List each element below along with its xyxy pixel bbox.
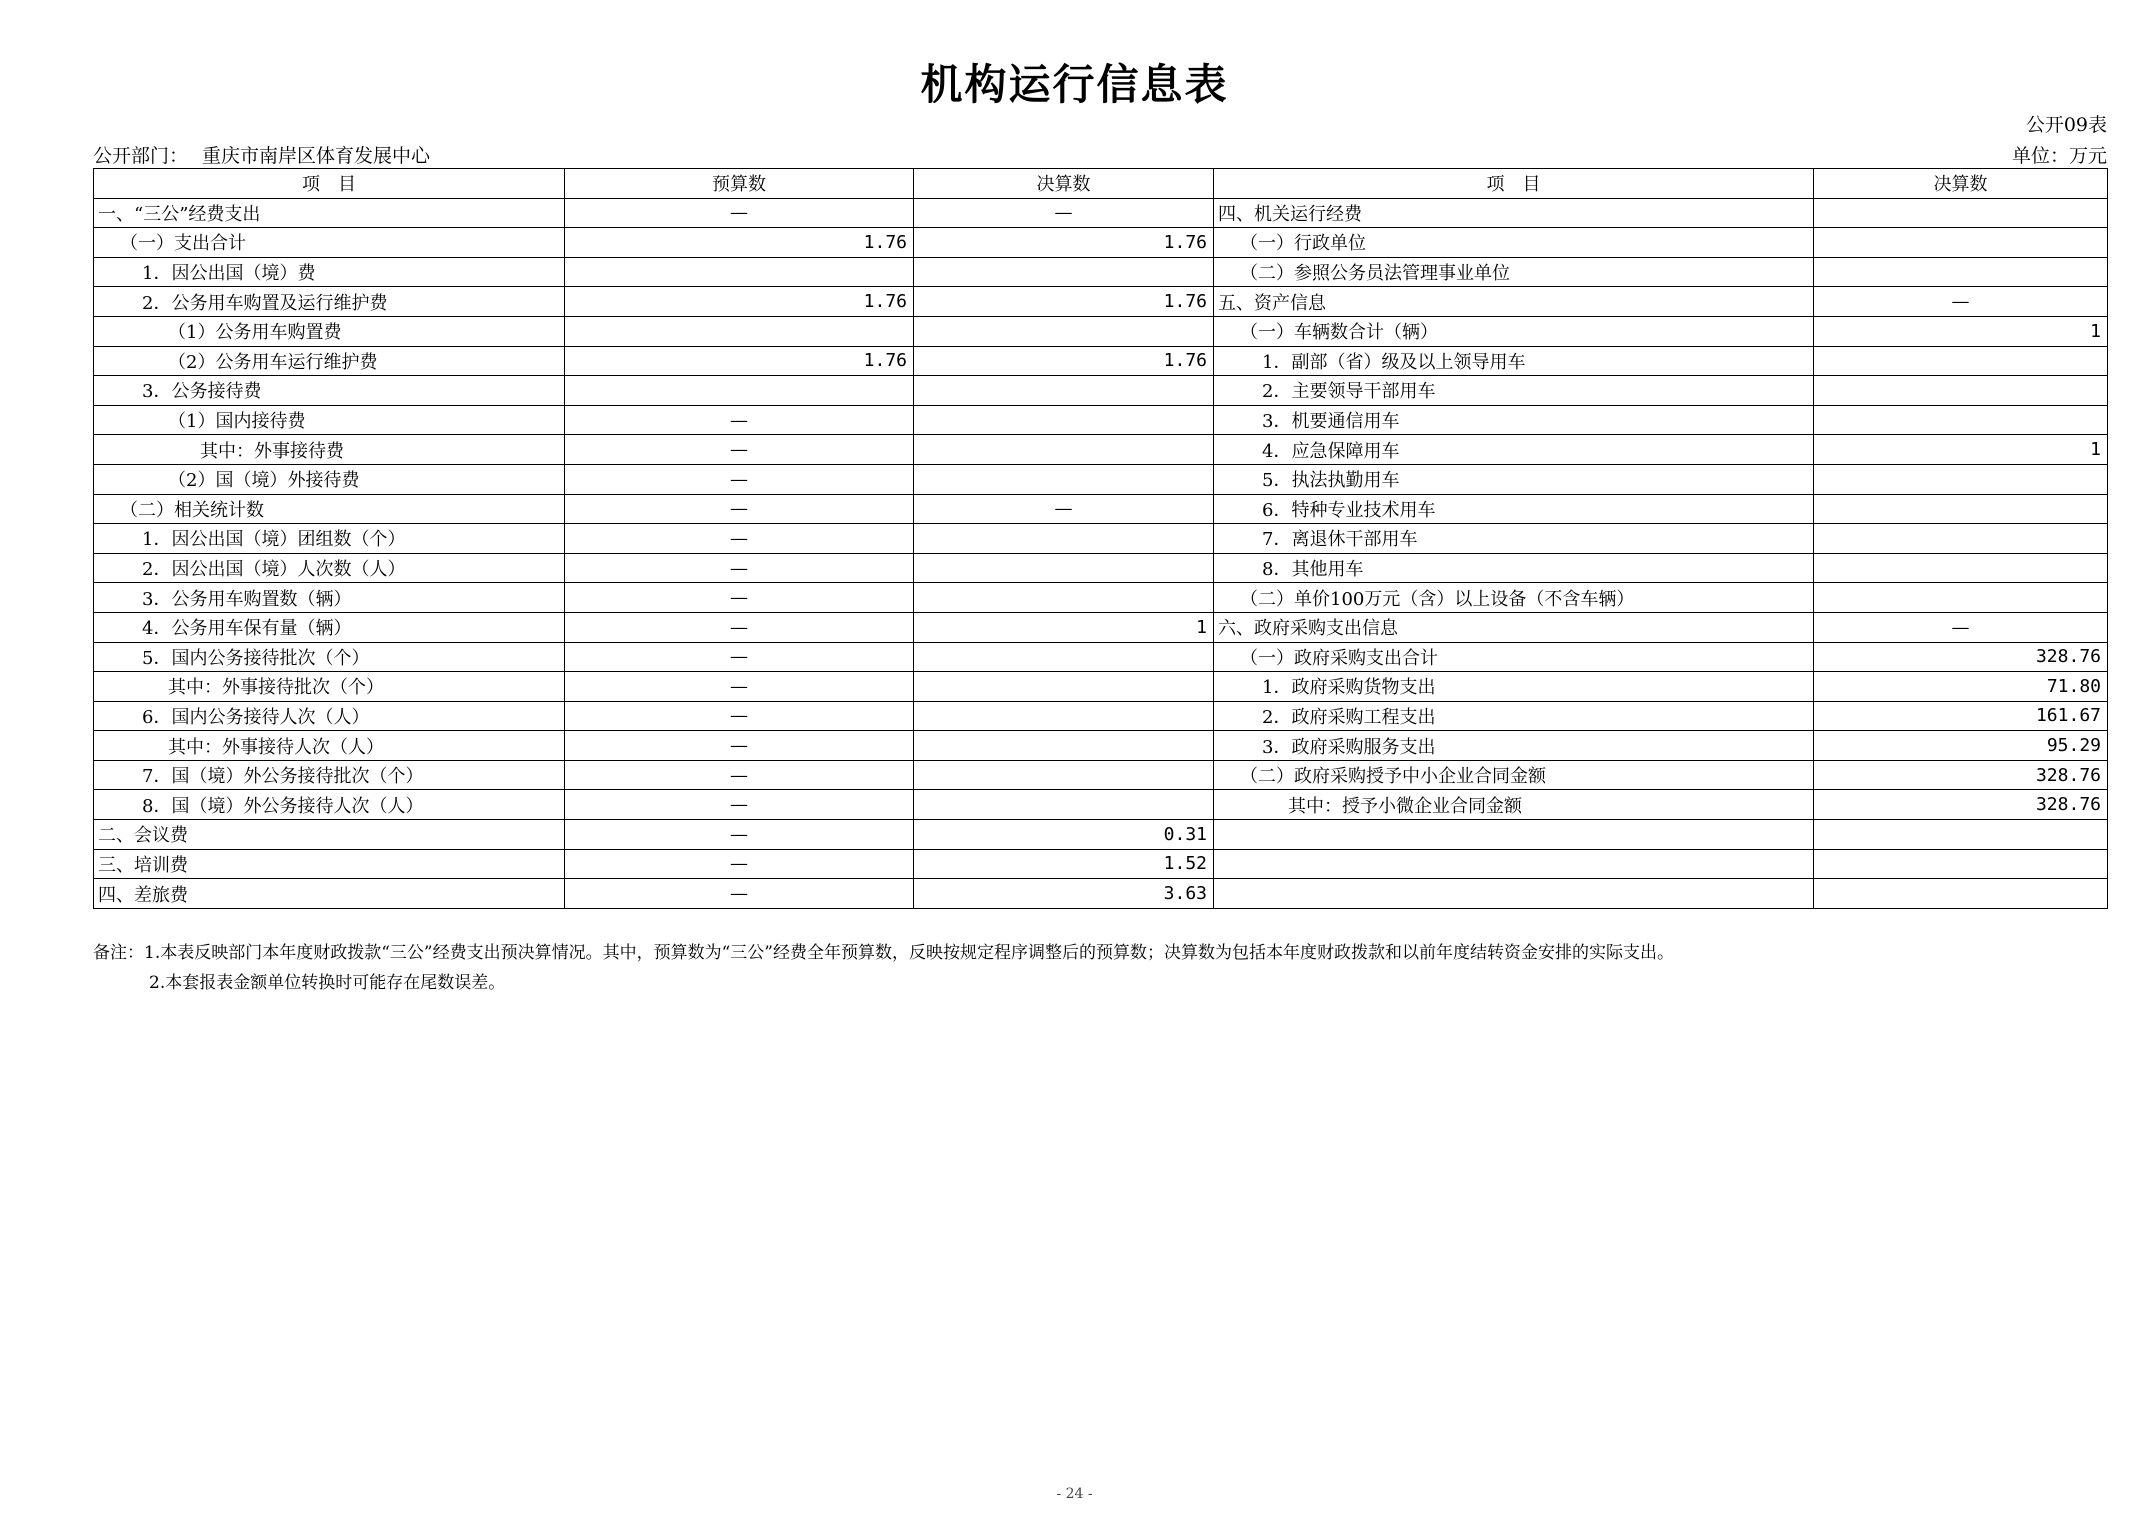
table-row <box>94 435 2108 465</box>
row-final-right <box>1814 346 2108 376</box>
row-final: — <box>914 494 1214 524</box>
table-row <box>94 524 2108 554</box>
row-item-left: 四、差旅费 <box>94 879 565 909</box>
row-item-left: （1）国内接待费 <box>94 405 565 435</box>
department-line <box>93 141 430 168</box>
row-final-right: 1 <box>1814 316 2108 346</box>
row-item-right: 3．机要通信用车 <box>1214 405 1814 435</box>
row-final-right <box>1814 879 2108 909</box>
note-line-2: 2.本套报表金额单位转换时可能存在尾数误差。 <box>149 973 506 993</box>
row-item-right: 5．执法执勤用车 <box>1214 464 1814 494</box>
row-budget: — <box>565 198 914 228</box>
form-number: 公开09表 <box>2025 114 2107 136</box>
notes <box>93 938 1674 998</box>
row-final: 1.76 <box>914 228 1214 258</box>
row-budget: — <box>565 701 914 731</box>
row-final-right <box>1814 257 2108 287</box>
row-item-left: 三、培训费 <box>94 849 565 879</box>
table-row <box>94 612 2108 642</box>
table-header-row <box>94 169 2108 199</box>
table-row <box>94 672 2108 702</box>
header-final-right: 决算数 <box>1814 169 2108 199</box>
row-final: 1 <box>914 612 1214 642</box>
row-final: 1.76 <box>914 346 1214 376</box>
row-item-right: 1．政府采购货物支出 <box>1214 672 1814 702</box>
row-final-right <box>1814 464 2108 494</box>
row-final <box>914 405 1214 435</box>
table-row <box>94 760 2108 790</box>
row-item-right: 1．副部（省）级及以上领导用车 <box>1214 346 1814 376</box>
row-final <box>914 435 1214 465</box>
table-row <box>94 464 2108 494</box>
row-budget: — <box>565 524 914 554</box>
row-item-left: 二、会议费 <box>94 820 565 850</box>
row-budget: — <box>565 820 914 850</box>
row-item-left: （一）支出合计 <box>94 228 565 258</box>
row-item-left: （1）公务用车购置费 <box>94 316 565 346</box>
row-item-left: 1．因公出国（境）团组数（个） <box>94 524 565 554</box>
table-row <box>94 316 2108 346</box>
department-label: 公开部门： <box>93 145 189 167</box>
table-row <box>94 257 2108 287</box>
row-item-left: 8．国（境）外公务接待人次（人） <box>94 790 565 820</box>
row-final-right <box>1814 524 2108 554</box>
row-item-left: 5．国内公务接待批次（个） <box>94 642 565 672</box>
row-item-right: 2．主要领导干部用车 <box>1214 376 1814 406</box>
row-final: — <box>914 198 1214 228</box>
row-item-left: 其中：外事接待批次（个） <box>94 672 565 702</box>
row-final-right: 328.76 <box>1814 760 2108 790</box>
row-final <box>914 376 1214 406</box>
row-final <box>914 553 1214 583</box>
row-item-left: 4．公务用车保有量（辆） <box>94 612 565 642</box>
info-table <box>93 168 2108 909</box>
row-final-right <box>1814 198 2108 228</box>
row-budget: — <box>565 464 914 494</box>
row-budget: — <box>565 612 914 642</box>
page-title: 机构运行信息表 <box>920 60 1229 109</box>
row-item-left: 2．公务用车购置及运行维护费 <box>94 287 565 317</box>
row-item-left: 3．公务用车购置数（辆） <box>94 583 565 613</box>
table-row <box>94 731 2108 761</box>
row-final: 0.31 <box>914 820 1214 850</box>
row-final-right <box>1814 405 2108 435</box>
row-final <box>914 790 1214 820</box>
row-final <box>914 642 1214 672</box>
row-item-right <box>1214 879 1814 909</box>
row-item-left: 7．国（境）外公务接待批次（个） <box>94 760 565 790</box>
row-item-left: 3．公务接待费 <box>94 376 565 406</box>
row-final <box>914 316 1214 346</box>
table-row <box>94 198 2108 228</box>
row-item-right <box>1214 820 1814 850</box>
row-budget: — <box>565 405 914 435</box>
table-row <box>94 494 2108 524</box>
row-final-right <box>1814 553 2108 583</box>
table-row <box>94 820 2108 850</box>
header-final: 决算数 <box>914 169 1214 199</box>
row-budget <box>565 316 914 346</box>
row-final-right: 71.80 <box>1814 672 2108 702</box>
table-row <box>94 228 2108 258</box>
row-item-right: 8．其他用车 <box>1214 553 1814 583</box>
row-item-right: 六、政府采购支出信息 <box>1214 612 1814 642</box>
table-row <box>94 879 2108 909</box>
table-row <box>94 346 2108 376</box>
table-row <box>94 790 2108 820</box>
row-budget: — <box>565 790 914 820</box>
row-item-right: （一）政府采购支出合计 <box>1214 642 1814 672</box>
row-final <box>914 257 1214 287</box>
row-final <box>914 760 1214 790</box>
row-budget: — <box>565 494 914 524</box>
row-budget: — <box>565 435 914 465</box>
row-item-right: 2．政府采购工程支出 <box>1214 701 1814 731</box>
table-row <box>94 405 2108 435</box>
row-final: 1.52 <box>914 849 1214 879</box>
row-item-right: （二）单价100万元（含）以上设备（不含车辆） <box>1214 583 1814 613</box>
department-name: 重庆市南岸区体育发展中心 <box>202 145 431 167</box>
row-item-left: （二）相关统计数 <box>94 494 565 524</box>
row-budget: — <box>565 731 914 761</box>
page-number: - 24 - <box>1056 1486 1093 1502</box>
table-row <box>94 583 2108 613</box>
row-budget: 1.76 <box>565 346 914 376</box>
row-item-left: （2）公务用车运行维护费 <box>94 346 565 376</box>
row-final-right: 161.67 <box>1814 701 2108 731</box>
row-item-right: （一）车辆数合计（辆） <box>1214 316 1814 346</box>
row-item-left: 一、“三公”经费支出 <box>94 198 565 228</box>
row-final-right: — <box>1814 287 2108 317</box>
row-final <box>914 464 1214 494</box>
row-item-right: 3．政府采购服务支出 <box>1214 731 1814 761</box>
row-final-right <box>1814 494 2108 524</box>
row-budget: — <box>565 553 914 583</box>
row-final-right: 328.76 <box>1814 642 2108 672</box>
row-budget <box>565 376 914 406</box>
row-final <box>914 524 1214 554</box>
header-item-right: 项 目 <box>1214 169 1814 199</box>
row-final-right <box>1814 228 2108 258</box>
row-item-right <box>1214 849 1814 879</box>
row-final-right <box>1814 820 2108 850</box>
row-budget: — <box>565 760 914 790</box>
table-row <box>94 701 2108 731</box>
row-item-left: 其中：外事接待费 <box>94 435 565 465</box>
row-final-right: 1 <box>1814 435 2108 465</box>
row-budget: — <box>565 583 914 613</box>
note-line-1: 备注：1.本表反映部门本年度财政拨款“三公”经费支出预决算情况。其中，预算数为“三公”经费全年预算数，反映按规定程序调整后的预算数；决算数为包括本年度财政拨款和以前年度结转资金安排的实际支出。 <box>93 943 1674 963</box>
row-final <box>914 701 1214 731</box>
row-budget: — <box>565 642 914 672</box>
row-final-right: — <box>1814 612 2108 642</box>
row-budget: — <box>565 849 914 879</box>
row-budget: — <box>565 672 914 702</box>
row-item-right: （二）政府采购授予中小企业合同金额 <box>1214 760 1814 790</box>
row-budget <box>565 257 914 287</box>
row-final-right <box>1814 376 2108 406</box>
row-budget: 1.76 <box>565 287 914 317</box>
table-row <box>94 287 2108 317</box>
row-budget: — <box>565 879 914 909</box>
row-final-right <box>1814 583 2108 613</box>
row-item-right: 四、机关运行经费 <box>1214 198 1814 228</box>
row-item-left: 其中：外事接待人次（人） <box>94 731 565 761</box>
table-row <box>94 642 2108 672</box>
row-final-right: 328.76 <box>1814 790 2108 820</box>
row-item-right: （一）行政单位 <box>1214 228 1814 258</box>
row-item-left: 2．因公出国（境）人次数（人） <box>94 553 565 583</box>
row-final <box>914 583 1214 613</box>
row-final-right: 95.29 <box>1814 731 2108 761</box>
row-item-right: 6．特种专业技术用车 <box>1214 494 1814 524</box>
table-row <box>94 849 2108 879</box>
row-final <box>914 731 1214 761</box>
row-item-right: 五、资产信息 <box>1214 287 1814 317</box>
row-final-right <box>1814 849 2108 879</box>
row-final <box>914 672 1214 702</box>
row-item-left: 1．因公出国（境）费 <box>94 257 565 287</box>
row-item-right: 4．应急保障用车 <box>1214 435 1814 465</box>
row-budget: 1.76 <box>565 228 914 258</box>
table-row <box>94 553 2108 583</box>
row-final: 1.76 <box>914 287 1214 317</box>
row-item-right: 其中：授予小微企业合同金额 <box>1214 790 1814 820</box>
header-item-left: 项 目 <box>94 169 565 199</box>
row-item-left: 6．国内公务接待人次（人） <box>94 701 565 731</box>
header-budget: 预算数 <box>565 169 914 199</box>
unit-label: 单位：万元 <box>2011 145 2107 167</box>
table-row <box>94 376 2108 406</box>
row-item-right: 7．离退休干部用车 <box>1214 524 1814 554</box>
row-item-right: （二）参照公务员法管理事业单位 <box>1214 257 1814 287</box>
row-final: 3.63 <box>914 879 1214 909</box>
row-item-left: （2）国（境）外接待费 <box>94 464 565 494</box>
